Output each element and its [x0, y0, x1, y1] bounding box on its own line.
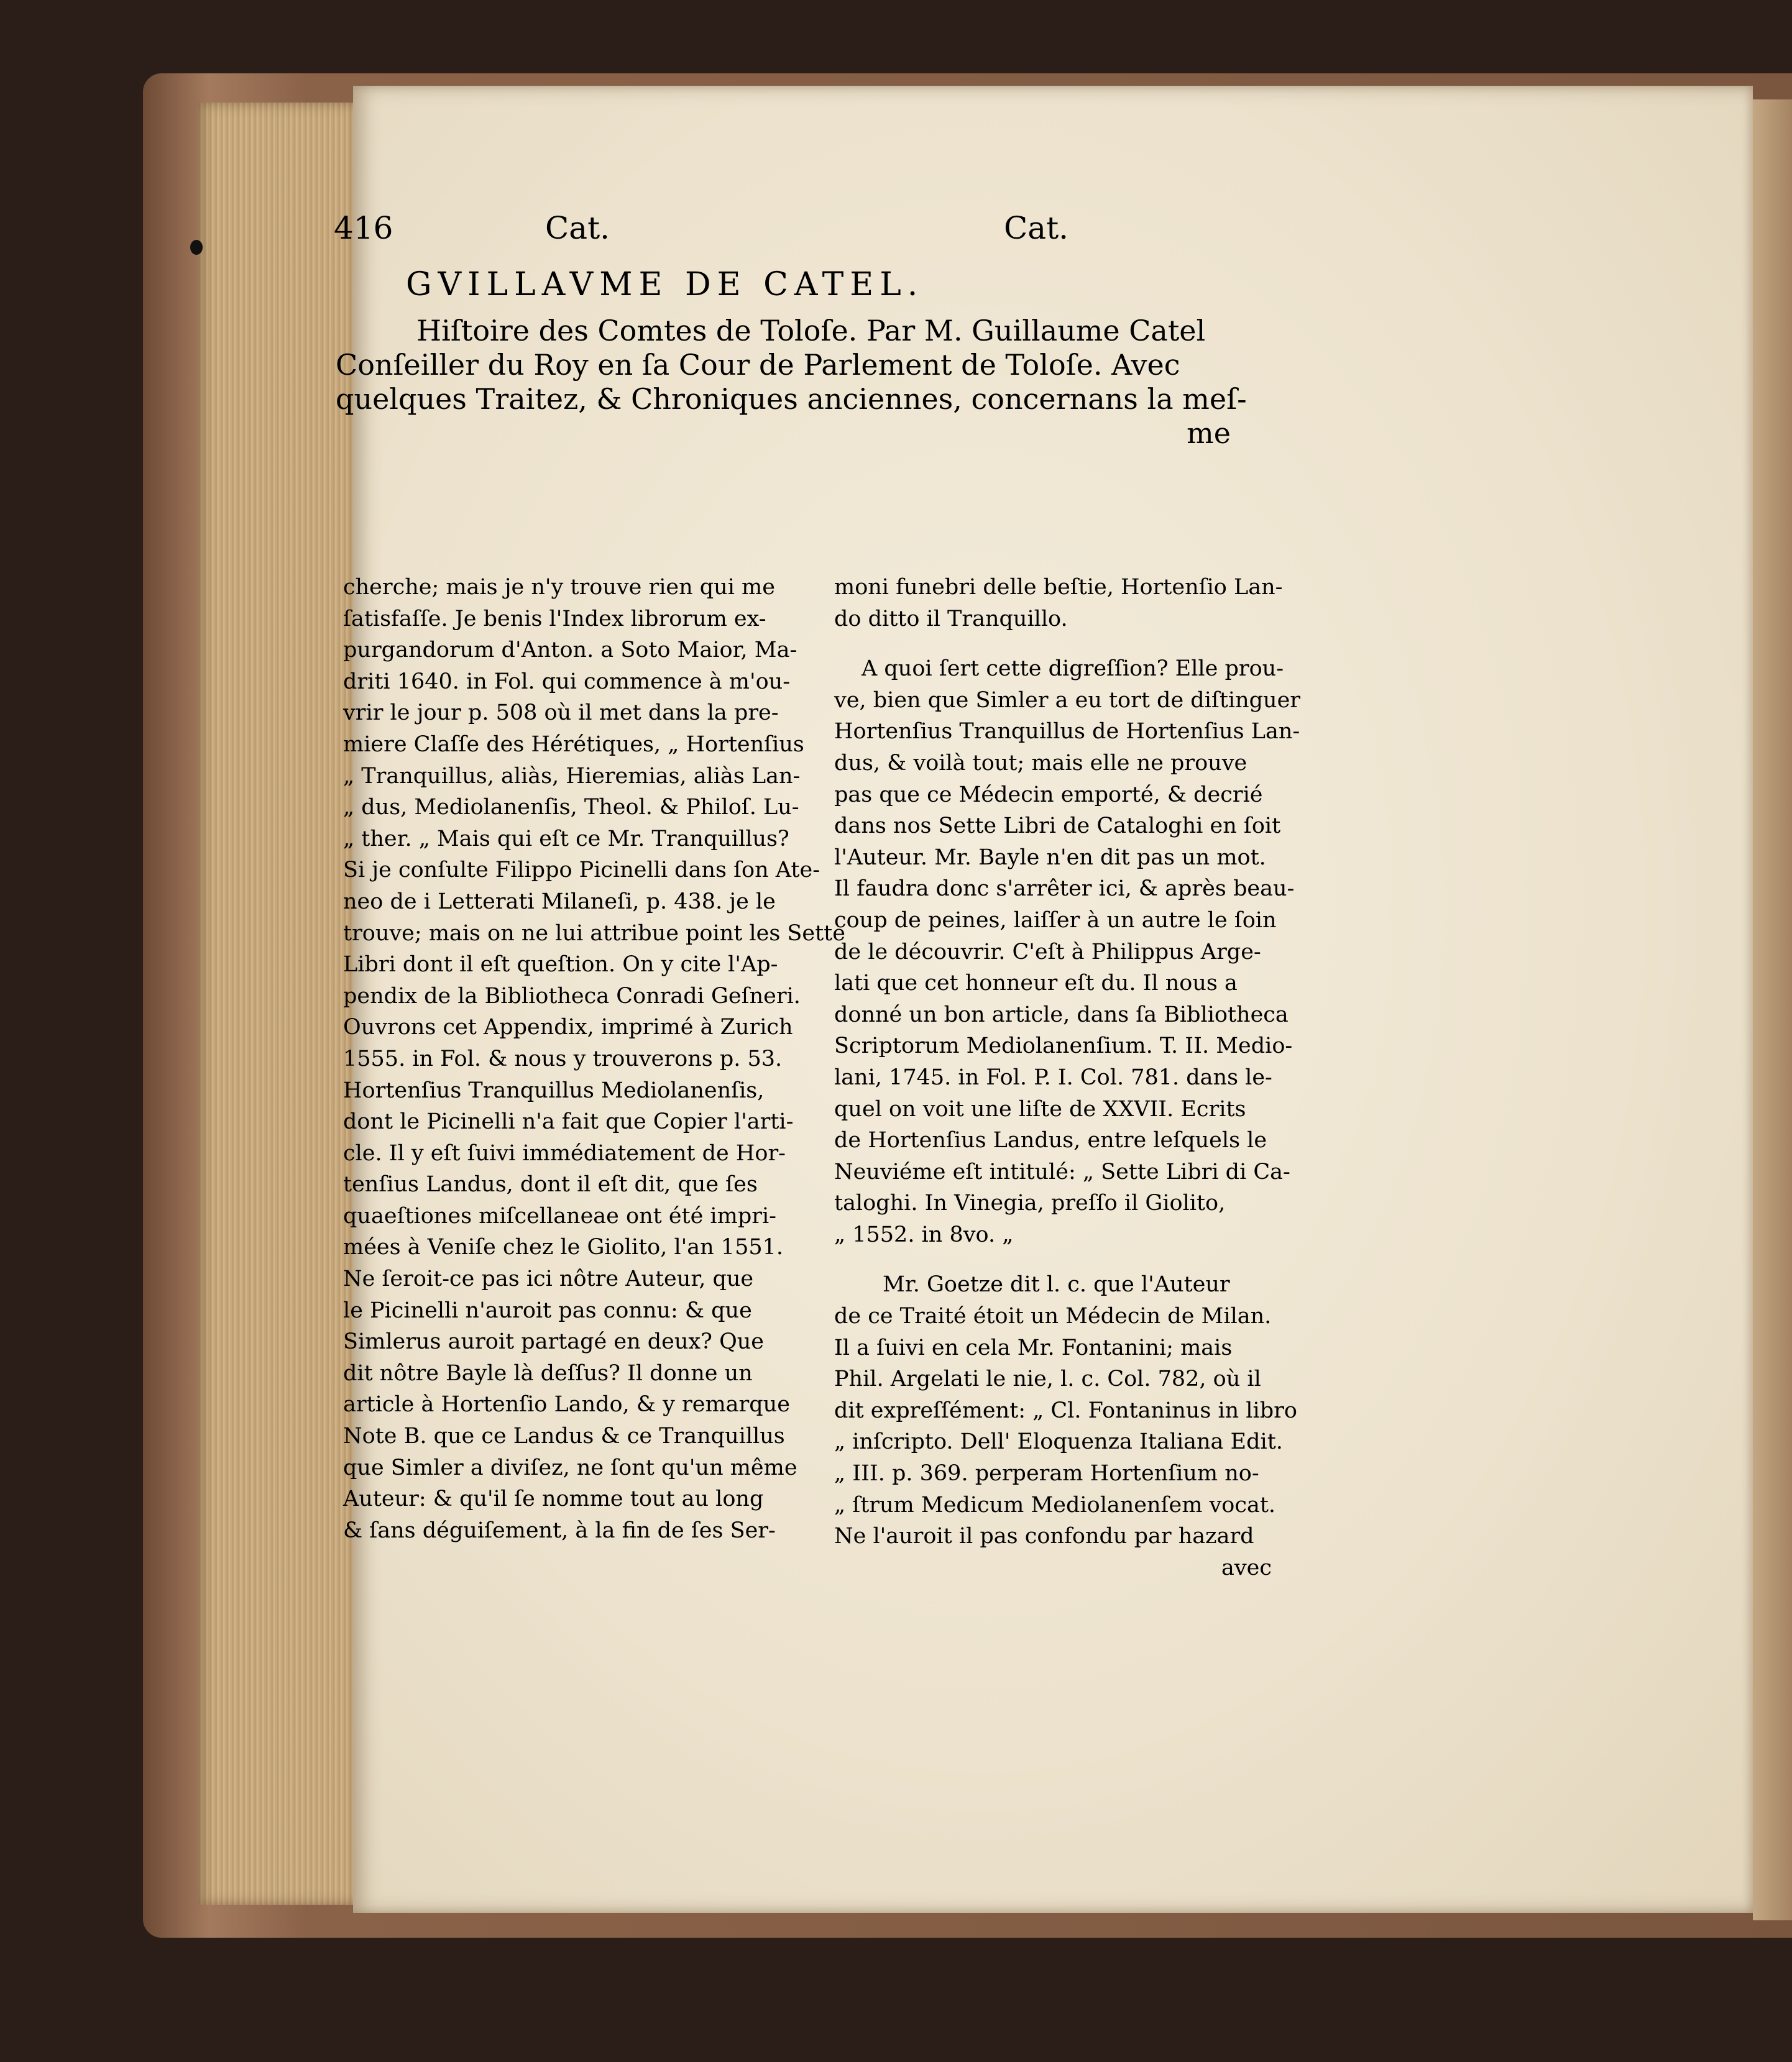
catchword: avec — [1221, 1555, 1272, 1580]
text-line: quel on voit une liſte de XXVII. Ecrits — [834, 1096, 1246, 1122]
text-line: moni funebri delle beſtie, Hortenſio Lan- — [834, 575, 1283, 600]
text-line: Mr. Goetze dit l. c. que l'Auteur — [883, 1272, 1230, 1298]
paragraph-gap — [834, 1250, 1272, 1269]
text-line: tenſius Landus, dont il eſt dit, que ſes — [343, 1172, 758, 1198]
text-line: Phil. Argelati le nie, l. c. Col. 782, où il — [834, 1367, 1261, 1392]
paragraph — [834, 653, 1301, 1250]
text-line: „ III. p. 369. perperam Hortenſium no- — [834, 1461, 1259, 1487]
text-line: dont le Picinelli n'a fait que Copier l'arti- — [343, 1109, 794, 1135]
text-line: de Hortenſius Landus, entre leſquels le — [834, 1128, 1267, 1153]
text-line: Libri dont il eſt queſtion. On y cite l'Ap- — [343, 952, 778, 978]
text-line: „ ther. „ Mais qui eſt ce Mr. Tranquillus? — [343, 826, 789, 851]
text-line: „ Tranquillus, aliàs, Hieremias, aliàs Lan- — [343, 763, 801, 789]
text-line: neo de i Letterati Milaneſi, p. 438. je le — [343, 889, 776, 914]
text-line: Simlerus auroit partagé en deux? Que — [343, 1329, 765, 1355]
text-line: pendix de la Bibliotheca Conradi Geſneri. — [343, 983, 801, 1009]
text-line: quaeſtiones miſcellaneae ont été impri- — [343, 1203, 776, 1229]
text-line: Auteur: & qu'il ſe nomme tout au long — [343, 1487, 764, 1512]
text-line: lati que cet honneur eſt du. Il nous a — [834, 971, 1238, 996]
text-line: Ne l'auroit il pas confondu par hazard — [834, 1524, 1254, 1549]
text-line: „ dus, Mediolanenſis, Theol. & Philoſ. Lu- — [343, 795, 799, 820]
text-line: de ce Traité étoit un Médecin de Milan. — [834, 1304, 1272, 1329]
text-line: cle. Il y eſt ſuivi immédiatement de Hor- — [343, 1140, 786, 1166]
text-line: dit nôtre Bayle là deſſus? Il donne un — [343, 1360, 753, 1386]
text-line: „ 1552. in 8vo. „ — [834, 1222, 1014, 1247]
text-line: purgandorum d'Anton. a Soto Maior, Ma- — [343, 638, 797, 663]
text-line: miere Claſſe des Hérétiques, „ Hortenſius — [343, 731, 804, 757]
text-line: Hortenſius Tranquillus de Hortenſius Lan- — [834, 719, 1300, 745]
text-line: dit expreſſément: „ Cl. Fontaninus in libro — [834, 1398, 1297, 1423]
text-line: vrir le jour p. 508 où il met dans la pre- — [343, 700, 779, 726]
text-line: Ouvrons cet Appendix, imprimé à Zurich — [343, 1015, 793, 1040]
text-line: driti 1640. in Fol. qui commence à m'ou- — [343, 669, 791, 694]
text-line: „ ſtrum Medicum Mediolanenſem vocat. — [834, 1492, 1276, 1518]
text-line: pas que ce Médecin emporté, & decrié — [834, 782, 1263, 807]
paragraph — [834, 572, 1283, 635]
text-line: de le découvrir. C'eſt à Philippus Arge- — [834, 939, 1261, 965]
text-line: article à Hortenſio Lando, & y remarque — [343, 1392, 790, 1418]
left-column — [343, 572, 845, 1546]
text-line: Ne ſeroit-ce pas ici nôtre Auteur, que — [343, 1267, 754, 1292]
text-line: dus, & voilà tout; mais elle ne prouve — [834, 750, 1248, 776]
text-line: Scriptorum Mediolanenſium. T. II. Medio- — [834, 1033, 1293, 1059]
text-line: do ditto il Tranquillo. — [834, 606, 1068, 631]
title-line: quelques Traitez, & Chroniques anciennes, concernans la meſ- — [336, 382, 1247, 416]
text-line: cherche; mais je n'y trouve rien qui me — [343, 575, 775, 600]
text-line: Hortenſius Tranquillus Mediolanenſis, — [343, 1078, 765, 1103]
running-head — [0, 210, 1792, 260]
page-edges — [198, 103, 353, 1905]
text-line: 1555. in Fol. & nous y trouverons p. 53. — [343, 1046, 783, 1071]
title-block — [336, 314, 1247, 451]
text-line: ve, bien que Simler a eu tort de diſtinguer — [834, 687, 1301, 713]
text-line: l'Auteur. Mr. Bayle n'en dit pas un mot. — [834, 845, 1266, 870]
running-head-right: Cat. — [1004, 210, 1069, 246]
text-line: que Simler a diviſez, ne ſont qu'un même — [343, 1455, 797, 1480]
entry-title: GVILLAVME DE CATEL. — [406, 266, 924, 303]
paragraph-gap — [834, 635, 1272, 653]
text-line: Neuviéme eſt intitulé: „ Sette Libri di Ca- — [834, 1159, 1290, 1185]
text-line: A quoi ſert cette digreſſion? Elle prou- — [862, 656, 1284, 682]
text-line: le Picinelli n'auroit pas connu: & que — [343, 1298, 752, 1323]
text-line: ſatisfaſſe. Je benis l'Index librorum ex- — [343, 606, 766, 631]
text-line: taloghi. In Vinegia, preſſo il Giolito, — [834, 1191, 1226, 1216]
text-line: dans nos Sette Libri de Cataloghi en ſoit — [834, 813, 1281, 839]
text-line: mées à Veniſe chez le Giolito, l'an 1551. — [343, 1235, 783, 1260]
text-line: Il faudra donc s'arrêter ici, & après beau- — [834, 876, 1295, 902]
text-line: & ſans déguiſement, à la fin de ſes Ser- — [343, 1518, 776, 1543]
title-line: Conſeiller du Roy en ſa Cour de Parlement de Toloſe. Avec — [336, 348, 1180, 382]
text-line: coup de peines, laiſſer à un autre le ſoin — [834, 907, 1277, 933]
paragraph — [834, 1269, 1297, 1552]
text-line: Il a ſuivi en cela Mr. Fontanini; mais — [834, 1335, 1233, 1360]
text-line: Si je conſulte Filippo Picinelli dans ſon Ate- — [343, 858, 820, 883]
text-line: donné un bon article, dans ſa Bibliotheca — [834, 1002, 1289, 1027]
running-head-left: Cat. — [545, 210, 610, 246]
title-line: me — [1187, 416, 1231, 450]
text-line: lani, 1745. in Fol. P. I. Col. 781. dans le- — [834, 1065, 1272, 1090]
title-line: Hiſtoire des Comtes de Toloſe. Par M. Guillaume Catel — [416, 314, 1206, 347]
right-column — [834, 572, 1301, 1583]
next-leaf-edge — [1753, 99, 1792, 1920]
text-line: „ inſcripto. Dell' Eloquenza Italiana Edit. — [834, 1429, 1283, 1455]
page-number: 416 — [334, 210, 393, 246]
text-line: trouve; mais on ne lui attribue point les Sette — [343, 920, 845, 946]
text-line: Note B. que ce Landus & ce Tranquillus — [343, 1424, 785, 1449]
